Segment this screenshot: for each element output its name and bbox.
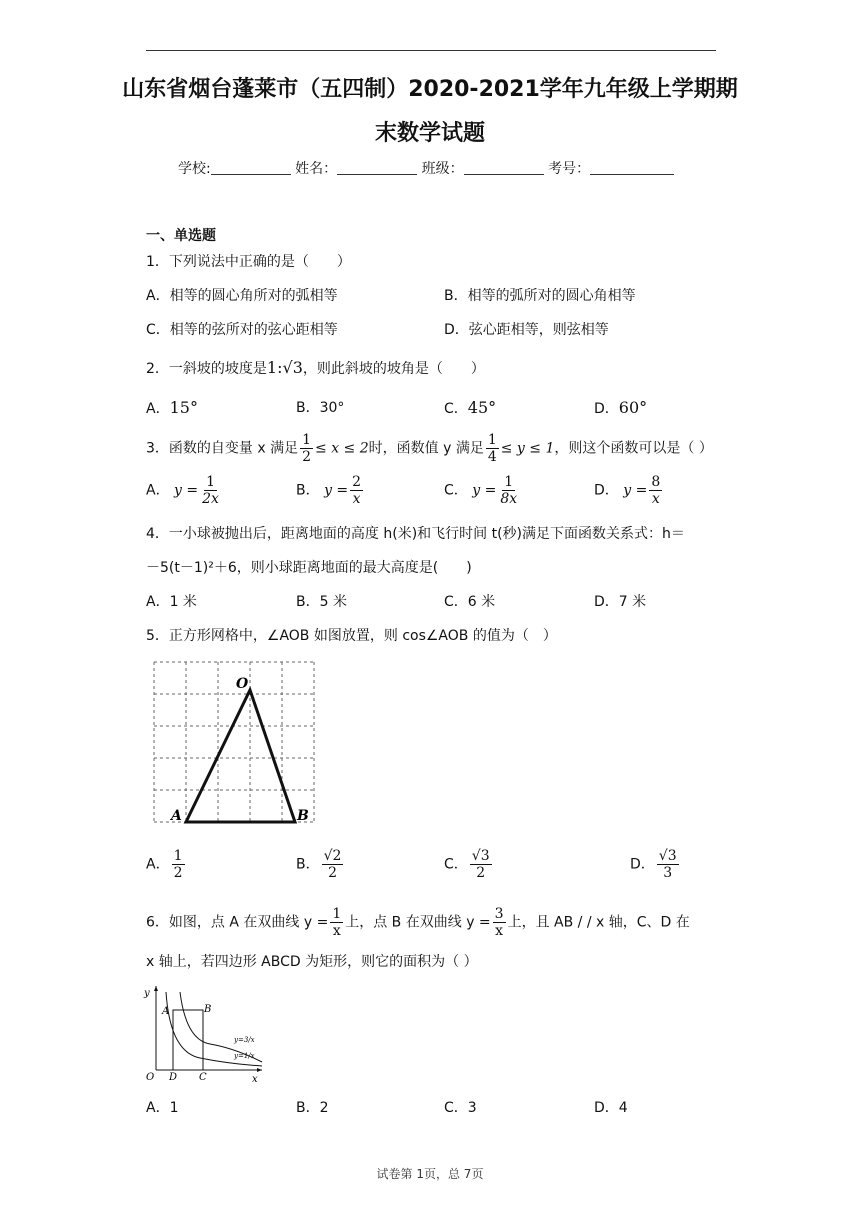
q4-option-c: C．6 米 xyxy=(444,594,496,610)
name-blank[interactable] xyxy=(337,160,417,175)
title-line-1: 山东省烟台蓬莱市（五四制）2020-2021学年九年级上学期期 xyxy=(122,77,738,102)
q4-option-a: A．1 米 xyxy=(146,594,197,610)
q3-cond1-fraction: $\frac{1}{2}$ xyxy=(302,432,312,465)
q6-line-2: x 轴上，若四边形 ABCD 为矩形，则它的面积为（ ） xyxy=(146,954,478,970)
school-blank[interactable] xyxy=(211,160,291,175)
svg-text:C: C xyxy=(199,1072,207,1083)
q6-option-b: B．2 xyxy=(296,1100,329,1116)
q3-option-b: B． y = $\frac{2}{x}$ xyxy=(296,474,362,507)
q2-option-a: A．15° xyxy=(146,398,198,417)
q2-stem-pre: 2．一斜坡的坡度是 xyxy=(146,361,267,377)
q6-option-c: C．3 xyxy=(444,1100,477,1116)
q4-line-1: 4．一小球被抛出后，距离地面的高度 h(米)和飞行时间 t(秒)满足下面函数关系式：h＝ xyxy=(146,526,685,542)
q6-fraction-3: $\frac{3}{x}$ xyxy=(494,906,504,939)
svg-text:O: O xyxy=(146,1072,155,1083)
q5-grid-figure xyxy=(148,658,320,828)
svg-text:y: y xyxy=(144,988,150,999)
section-heading: 一、单选题 xyxy=(146,228,216,244)
q4-option-b: B．5 米 xyxy=(296,594,347,610)
q2-stem xyxy=(146,358,485,379)
q3-option-c: C． y = $\frac{1}{8x}$ xyxy=(444,474,518,507)
q2-option-b: B．30° xyxy=(296,400,345,416)
q1-option-c: C．相等的弦所对的弦心距相等 xyxy=(146,322,338,338)
q6-stem: 6．如图，点 A 在双曲线 y = $\frac{1}{x}$ 上，点 B 在双曲线 y = $\frac{3}{x}$ 上，且 AB / / x 轴，C、D 在 xyxy=(146,906,690,939)
q1-option-b: B．相等的弧所对的圆心角相等 xyxy=(444,288,636,304)
q1-stem: 1．下列说法中正确的是（ ） xyxy=(146,254,351,270)
class-label: 班级： xyxy=(421,161,464,177)
q5-option-c: C． $\frac{√3}{2}$ xyxy=(444,848,490,881)
label-a: A xyxy=(171,808,182,824)
q3-option-a: A． y = $\frac{1}{2x}$ xyxy=(146,474,219,507)
svg-text:y=1/x: y=1/x xyxy=(234,1052,255,1060)
q2-option-c: C．45° xyxy=(444,398,497,417)
class-blank[interactable] xyxy=(464,160,544,175)
title-line-2: 末数学试题 xyxy=(374,121,485,146)
q1-option-a: A．相等的圆心角所对的弧相等 xyxy=(146,288,338,304)
exam-no-label: 考号： xyxy=(548,161,591,177)
q3-cond2-fraction: $\frac{1}{4}$ xyxy=(487,432,497,465)
q3-stem: 3．函数的自变量 x 满足 $\frac{1}{2}$ ≤ x ≤ 2时，函数值 y 满足 $\frac{1}{4}$ ≤ y ≤ 1，则这个函数可以是（ ） xyxy=(146,432,713,465)
svg-text:y=3/x: y=3/x xyxy=(234,1036,255,1044)
q2-ratio: 1:√3 xyxy=(266,358,303,377)
q2-stem-post: ，则此斜坡的坡角是（ ） xyxy=(302,361,485,377)
q6-option-d: D．4 xyxy=(594,1100,628,1116)
page-footer: 试卷第 1页，总 7页 xyxy=(376,1167,484,1181)
triangle-aob xyxy=(186,690,295,822)
header-rule xyxy=(146,50,716,51)
exam-no-blank[interactable] xyxy=(590,160,674,175)
svg-text:A: A xyxy=(162,1006,170,1017)
svg-text:B: B xyxy=(204,1004,212,1015)
q5-option-d: D． $\frac{√3}{3}$ xyxy=(630,848,677,881)
q5-option-b: B． $\frac{√2}{2}$ xyxy=(296,848,342,881)
q1-option-d: D．弦心距相等，则弦相等 xyxy=(444,322,609,338)
svg-text:D: D xyxy=(169,1072,178,1083)
q6-fraction-1: $\frac{1}{x}$ xyxy=(332,906,342,939)
q5-stem: 5．正方形网格中，∠AOB 如图放置，则 cos∠AOB 的值为（ ） xyxy=(146,628,557,644)
q5-option-a: A． $\frac{1}{2}$ xyxy=(146,848,183,881)
svg-text:x: x xyxy=(252,1074,258,1085)
name-label: 姓名： xyxy=(295,161,338,177)
label-o: O xyxy=(236,676,249,692)
q3-option-d: D． y = $\frac{8}{x}$ xyxy=(594,474,661,507)
q6-option-a: A．1 xyxy=(146,1100,179,1116)
school-label: 学校: xyxy=(178,161,211,177)
label-b: B xyxy=(297,808,309,824)
q6-hyperbola-figure xyxy=(140,982,270,1086)
q4-line-2: －5(t－1)²＋6，则小球距离地面的最大高度是( ) xyxy=(146,560,472,576)
q2-option-d: D．60° xyxy=(594,398,648,417)
q4-option-d: D．7 米 xyxy=(594,594,647,610)
student-info xyxy=(178,158,674,178)
